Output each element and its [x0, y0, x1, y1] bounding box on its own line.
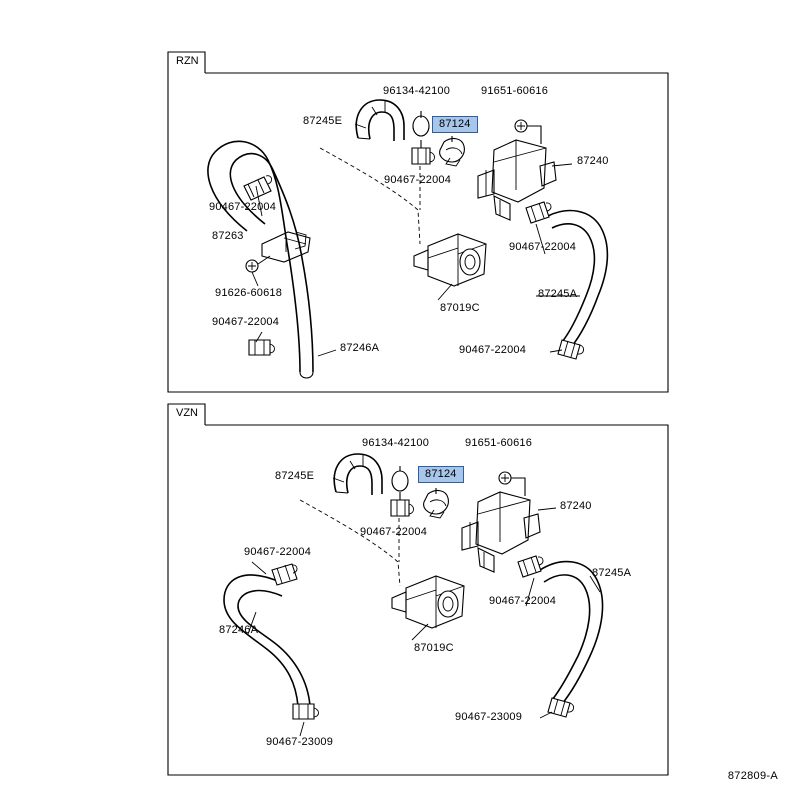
clamp-right-upper-rzn	[526, 202, 551, 223]
panel-tag-rzn: RZN	[176, 55, 199, 67]
panel-tag-vzn: VZN	[176, 407, 198, 419]
part-label: 87019C	[440, 302, 480, 314]
part-label: 96134-42100	[383, 85, 451, 97]
part-87019C-vzn	[392, 576, 464, 628]
clamp-90467-22004-center-rzn	[412, 148, 435, 164]
part-label: 87240	[560, 500, 592, 512]
hose-87246A-vzn	[224, 564, 319, 719]
clamp-right-upper-vzn	[518, 556, 543, 577]
part-87124-rzn	[440, 139, 465, 166]
highlighted-part-87124-vzn[interactable]: 87124	[418, 466, 464, 483]
clamp-lower-left-rzn	[249, 340, 275, 355]
part-87019C-rzn	[414, 234, 486, 286]
clamp-vzn-lower-left	[293, 704, 319, 719]
hose-87245A-vzn	[518, 556, 603, 717]
part-label: 90467-22004	[384, 174, 452, 186]
part-label: 87246A	[340, 342, 380, 354]
hose-87245A-rzn	[526, 202, 607, 359]
clamp-90467-22004-center-vzn	[391, 500, 414, 516]
clamp-vzn-upper-left	[272, 564, 297, 585]
part-label: 91651-60616	[465, 437, 533, 449]
part-label: 90467-22004	[360, 526, 428, 538]
part-label: 87245E	[303, 115, 343, 127]
part-label: 91626-60618	[215, 287, 283, 299]
diagram-footer-code: 872809-A	[727, 770, 778, 782]
part-label: 90467-22004	[459, 344, 527, 356]
part-label: 90467-22004	[489, 595, 557, 607]
part-label: 87245A	[592, 567, 632, 579]
part-label: 90467-22004	[509, 241, 577, 253]
part-label: 87245A	[538, 288, 578, 300]
part-label: 87240	[577, 155, 609, 167]
part-label: 90467-23009	[455, 711, 523, 723]
hose-87246A-rzn	[208, 141, 313, 378]
highlighted-part-87124-rzn[interactable]: 87124	[432, 116, 478, 133]
hose-87245E-rzn	[356, 100, 404, 141]
panel-frame-rzn	[168, 52, 668, 392]
hose-87245E-vzn	[334, 454, 382, 495]
part-label: 87263	[212, 230, 244, 242]
part-label: 90467-22004	[244, 546, 312, 558]
part-label: 90467-23009	[266, 736, 334, 748]
part-label: 96134-42100	[362, 437, 430, 449]
part-label: 90467-22004	[212, 316, 280, 328]
label-leaders-vzn	[248, 478, 600, 736]
part-label: 87246A	[219, 624, 259, 636]
part-label: 90467-22004	[209, 201, 277, 213]
part-label: 91651-60616	[481, 85, 549, 97]
part-label: 87245E	[275, 470, 315, 482]
clamp-right-lower-vzn	[548, 698, 574, 717]
part-87124-vzn	[424, 491, 449, 518]
part-label: 87019C	[414, 642, 454, 654]
clamp-right-lower-rzn	[558, 340, 584, 359]
panel-frame-vzn	[168, 404, 668, 775]
